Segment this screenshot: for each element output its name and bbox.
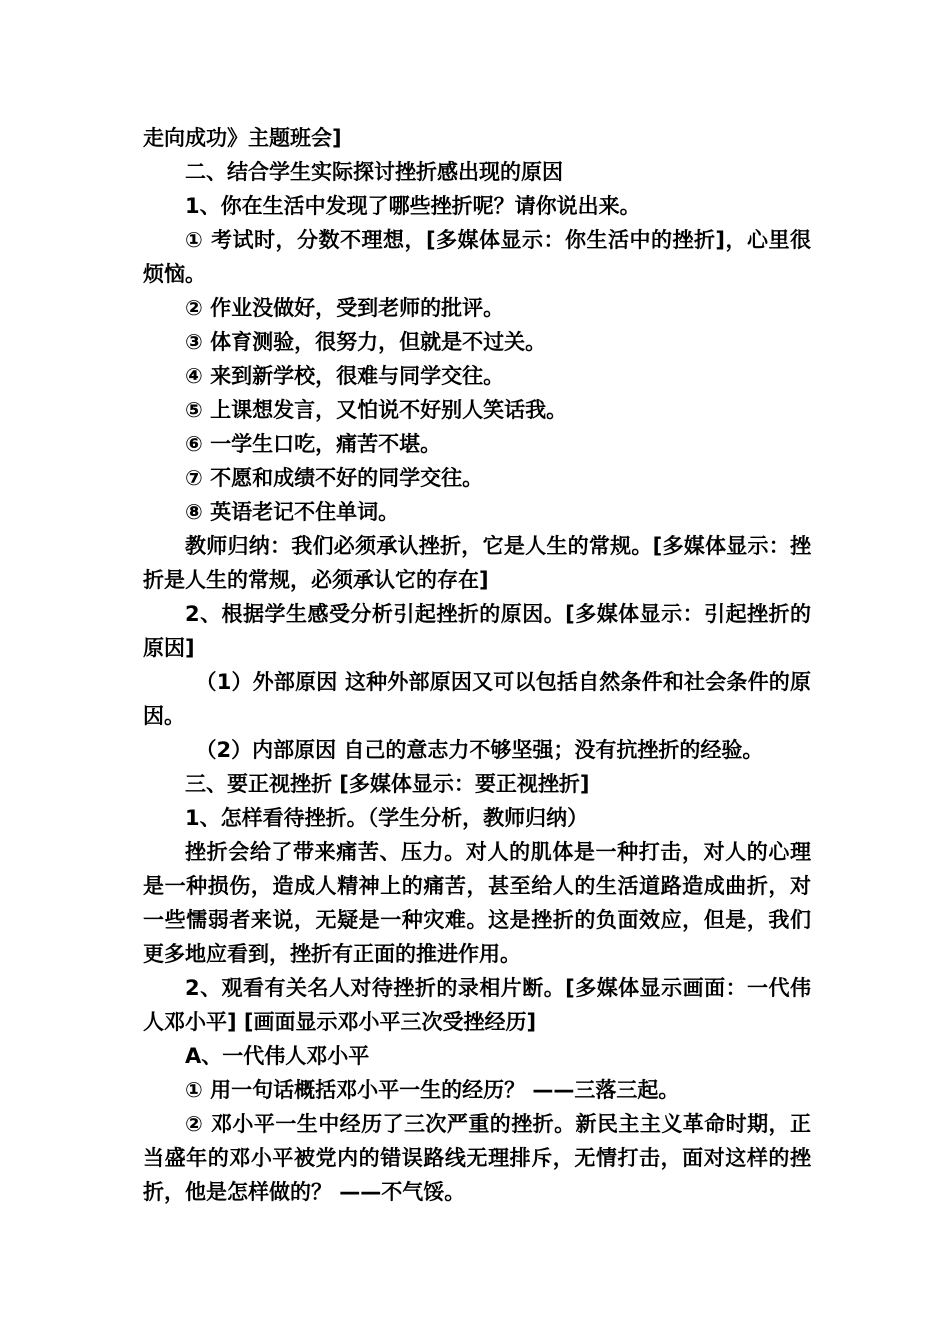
list-item-1: ① 考试时，分数不理想，[多媒体显示：你生活中的挫折]，心里很烦恼。: [143, 228, 811, 286]
list-item-7: ⑦ 不愿和成绩不好的同学交往。: [185, 466, 484, 490]
list-item-6: ⑥ 一学生口吃，痛苦不堪。: [185, 432, 442, 456]
list-item-2: ② 作业没做好，受到老师的批评。: [185, 296, 505, 320]
teacher-summary: 教师归纳：我们必须承认挫折，它是人生的常规。[多媒体显示：挫折是人生的常规，必须承认它的存在]: [143, 534, 811, 592]
deng-item-2: ② 邓小平一生中经历了三次严重的挫折。新民主主义革命时期，正当盛年的邓小平被党内的错误路线无理排斥，无情打击，面对这样的挫折，他是怎样做的？ ——不气馁。: [143, 1112, 811, 1204]
question-2: 2、根据学生感受分析引起挫折的原因。[多媒体显示：引起挫折的原因]: [143, 602, 811, 660]
list-item-5: ⑤ 上课想发言，又怕说不好别人笑话我。: [185, 398, 568, 422]
document-body: [143, 121, 811, 1209]
body-paragraph: 挫折会给了带来痛苦、压力。对人的肌体是一种打击，对人的心理是一种损伤，造成人精神上的痛苦，甚至给人的生活道路造成曲折，对一些懦弱者来说，无疑是一种灾难。这是挫折的负面效应，但是，我们更多地应看到，挫折有正面的推进作用。: [143, 840, 811, 966]
subheading-2: 2、观看有关名人对待挫折的录相片断。[多媒体显示画面：一代伟人邓小平] [画面显示邓小平三次受挫经历]: [143, 976, 811, 1034]
subheading-1: 1、怎样看待挫折。（学生分析，教师归纳）: [185, 806, 589, 830]
cause-internal: （2）内部原因 自己的意志力不够坚强；没有抗挫折的经验。: [195, 738, 764, 762]
subheading-a: A、一代伟人邓小平: [185, 1044, 370, 1068]
list-item-4: ④ 来到新学校，很难与同学交往。: [185, 364, 505, 388]
question-1: 1、你在生活中发现了哪些挫折呢？请你说出来。: [185, 194, 641, 218]
list-item-8: ⑧ 英语老记不住单词。: [185, 500, 400, 524]
list-item-3: ③ 体育测验，很努力，但就是不过关。: [185, 330, 547, 354]
section-heading-2: 二、结合学生实际探讨挫折感出现的原因: [185, 160, 563, 184]
cause-external: （1）外部原因 这种外部原因又可以包括自然条件和社会条件的原因。: [143, 670, 811, 728]
section-heading-3: 三、要正视挫折 [多媒体显示：要正视挫折]: [185, 772, 590, 796]
deng-item-1: ① 用一句话概括邓小平一生的经历？ ——三落三起。: [185, 1078, 680, 1102]
paragraph-title-continuation: 走向成功》主题班会]: [143, 126, 342, 150]
